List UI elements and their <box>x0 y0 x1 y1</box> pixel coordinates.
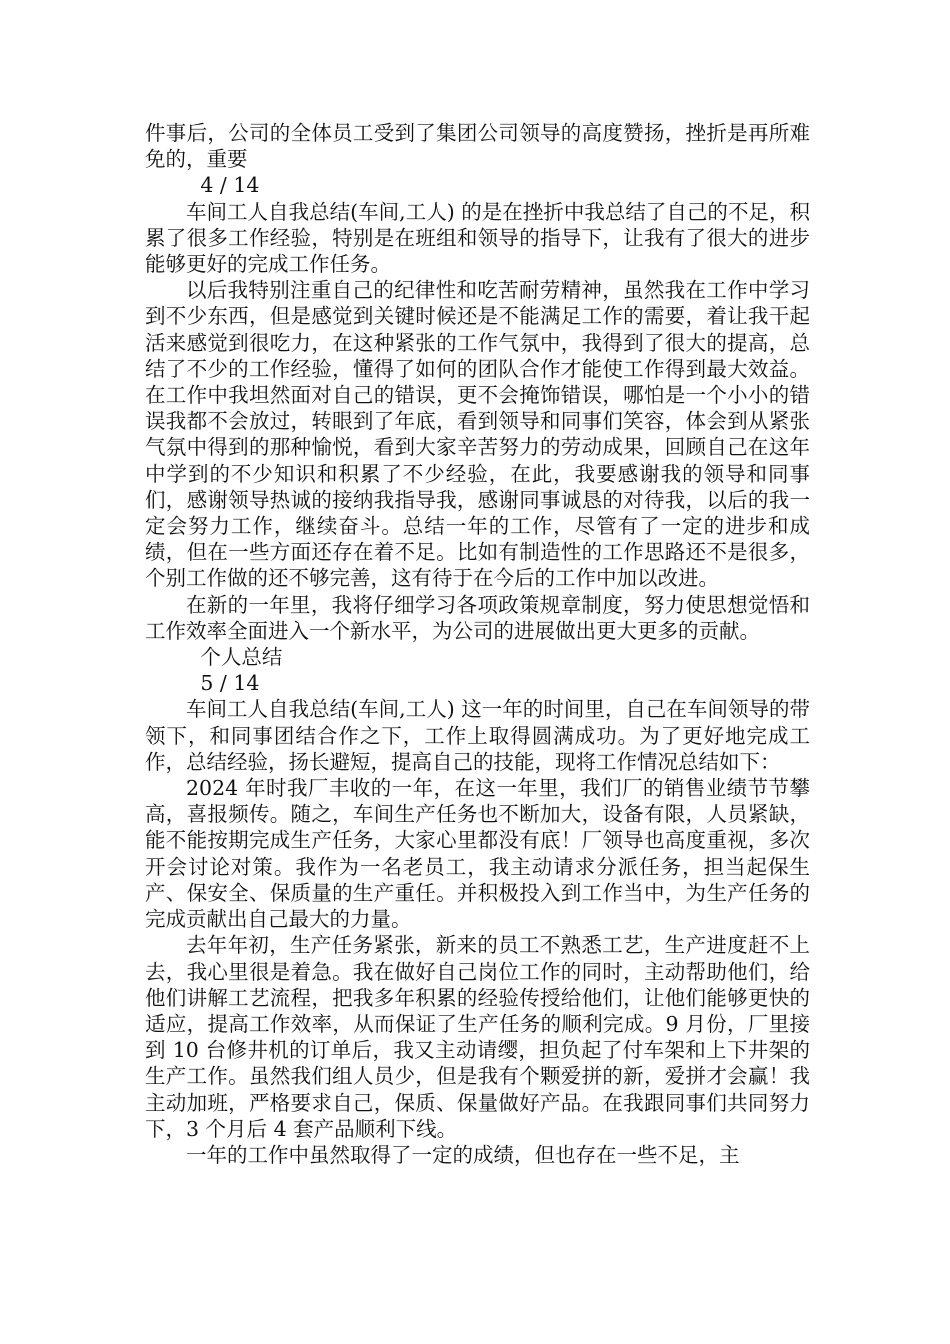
paragraph-continuation: 件事后，公司的全体员工受到了集团公司领导的高度赞扬，挫折是再所难免的，重要 <box>145 121 810 172</box>
paragraph: 2024 年时我厂丰收的一年，在这一年里，我们厂的销售业绩节节攀高，喜报频传。随之，车间生产任务也不断加大，设备有限，人员紧缺，能不能按期完成生产任务，大家心里都没有底！厂领导也高度重视，多次开会讨论对策。我作为一名老员工，我主动请求分派任务，担当起保生产、保安全、保质量的生产重任。并积极投入到工作当中，为生产任务的完成贡献出自己最大的力量。 <box>145 776 810 932</box>
page-number-marker: 5 / 14 <box>200 671 260 696</box>
paragraph: 在新的一年里，我将仔细学习各项政策规章制度，努力使思想觉悟和工作效率全面进入一个新水平，为公司的进展做出更大更多的贡献。 <box>145 592 810 643</box>
section-label: 个人总结 <box>200 645 283 670</box>
paragraph-truncated: 一年的工作中虽然取得了一定的成绩，但也存在一些不足，主 <box>186 1142 740 1167</box>
document-page <box>145 120 810 1168</box>
paragraph: 以后我特别注重自己的纪律性和吃苦耐劳精神，虽然我在工作中学习到不少东西，但是感觉到关键时候还是不能满足工作的需要，着让我干起活来感觉到很吃力，在这种紧张的工作气氛中，我得到了很大的提高，总结了不少的工作经验，懂得了如何的团队合作才能使工作得到最大效益。在工作中我坦然面对自己的错误，更不会掩饰错误，哪怕是一个小小的错误我都不会放过，转眼到了年底，看到领导和同事们笑容，体会到从紧张气氛中得到的那种愉悦，看到大家辛苦努力的劳动成果，回顾自己在这年中学到的不少知识和积累了不少经验，在此，我要感谢我的领导和同事们，感谢领导热诚的接纳我指导我，感谢同事诚恳的对待我，以后的我一定会努力工作，继续奋斗。总结一年的工作，尽管有了一定的进步和成绩，但在一些方面还存在着不足。比如有制造性的工作思路还不是很多，个别工作做的还不够完善，这有待于在今后的工作中加以改进。 <box>145 278 810 591</box>
paragraph: 车间工人自我总结(车间,工人) 的是在挫折中我总结了自己的不足，积累了很多工作经验，特别是在班组和领导的指导下，让我有了很大的进步能够更好的完成工作任务。 <box>145 199 810 277</box>
page-number-marker: 4 / 14 <box>200 173 260 198</box>
paragraph: 车间工人自我总结(车间,工人) 这一年的时间里，自己在车间领导的带领下，和同事团结合作之下，工作上取得圆满成功。为了更好地完成工作，总结经验，扬长避短，提高自己的技能，现将工作情况总结如下： <box>145 697 810 774</box>
paragraph: 去年年初，生产任务紧张，新来的员工不熟悉工艺，生产进度赶不上去，我心里很是着急。我在做好自己岗位工作的同时，主动帮助他们，给他们讲解工艺流程，把我多年积累的经验传授给他们，让他们能够更快的适应，提高工作效率，从而保证了生产任务的顺利完成。9 月份，厂里接到 10 台修井机的订单后，我又主动请缨，担负起了付车架和上下井架的生产工作。虽然我们组人员少，但是我有个颗爱拼的新，爱拼才会赢！我主动加班，严格要求自己，保质、保量做好产品。在我跟同事们共同努力下，3 个月后 4 套产品顺利下线。 <box>145 933 810 1141</box>
